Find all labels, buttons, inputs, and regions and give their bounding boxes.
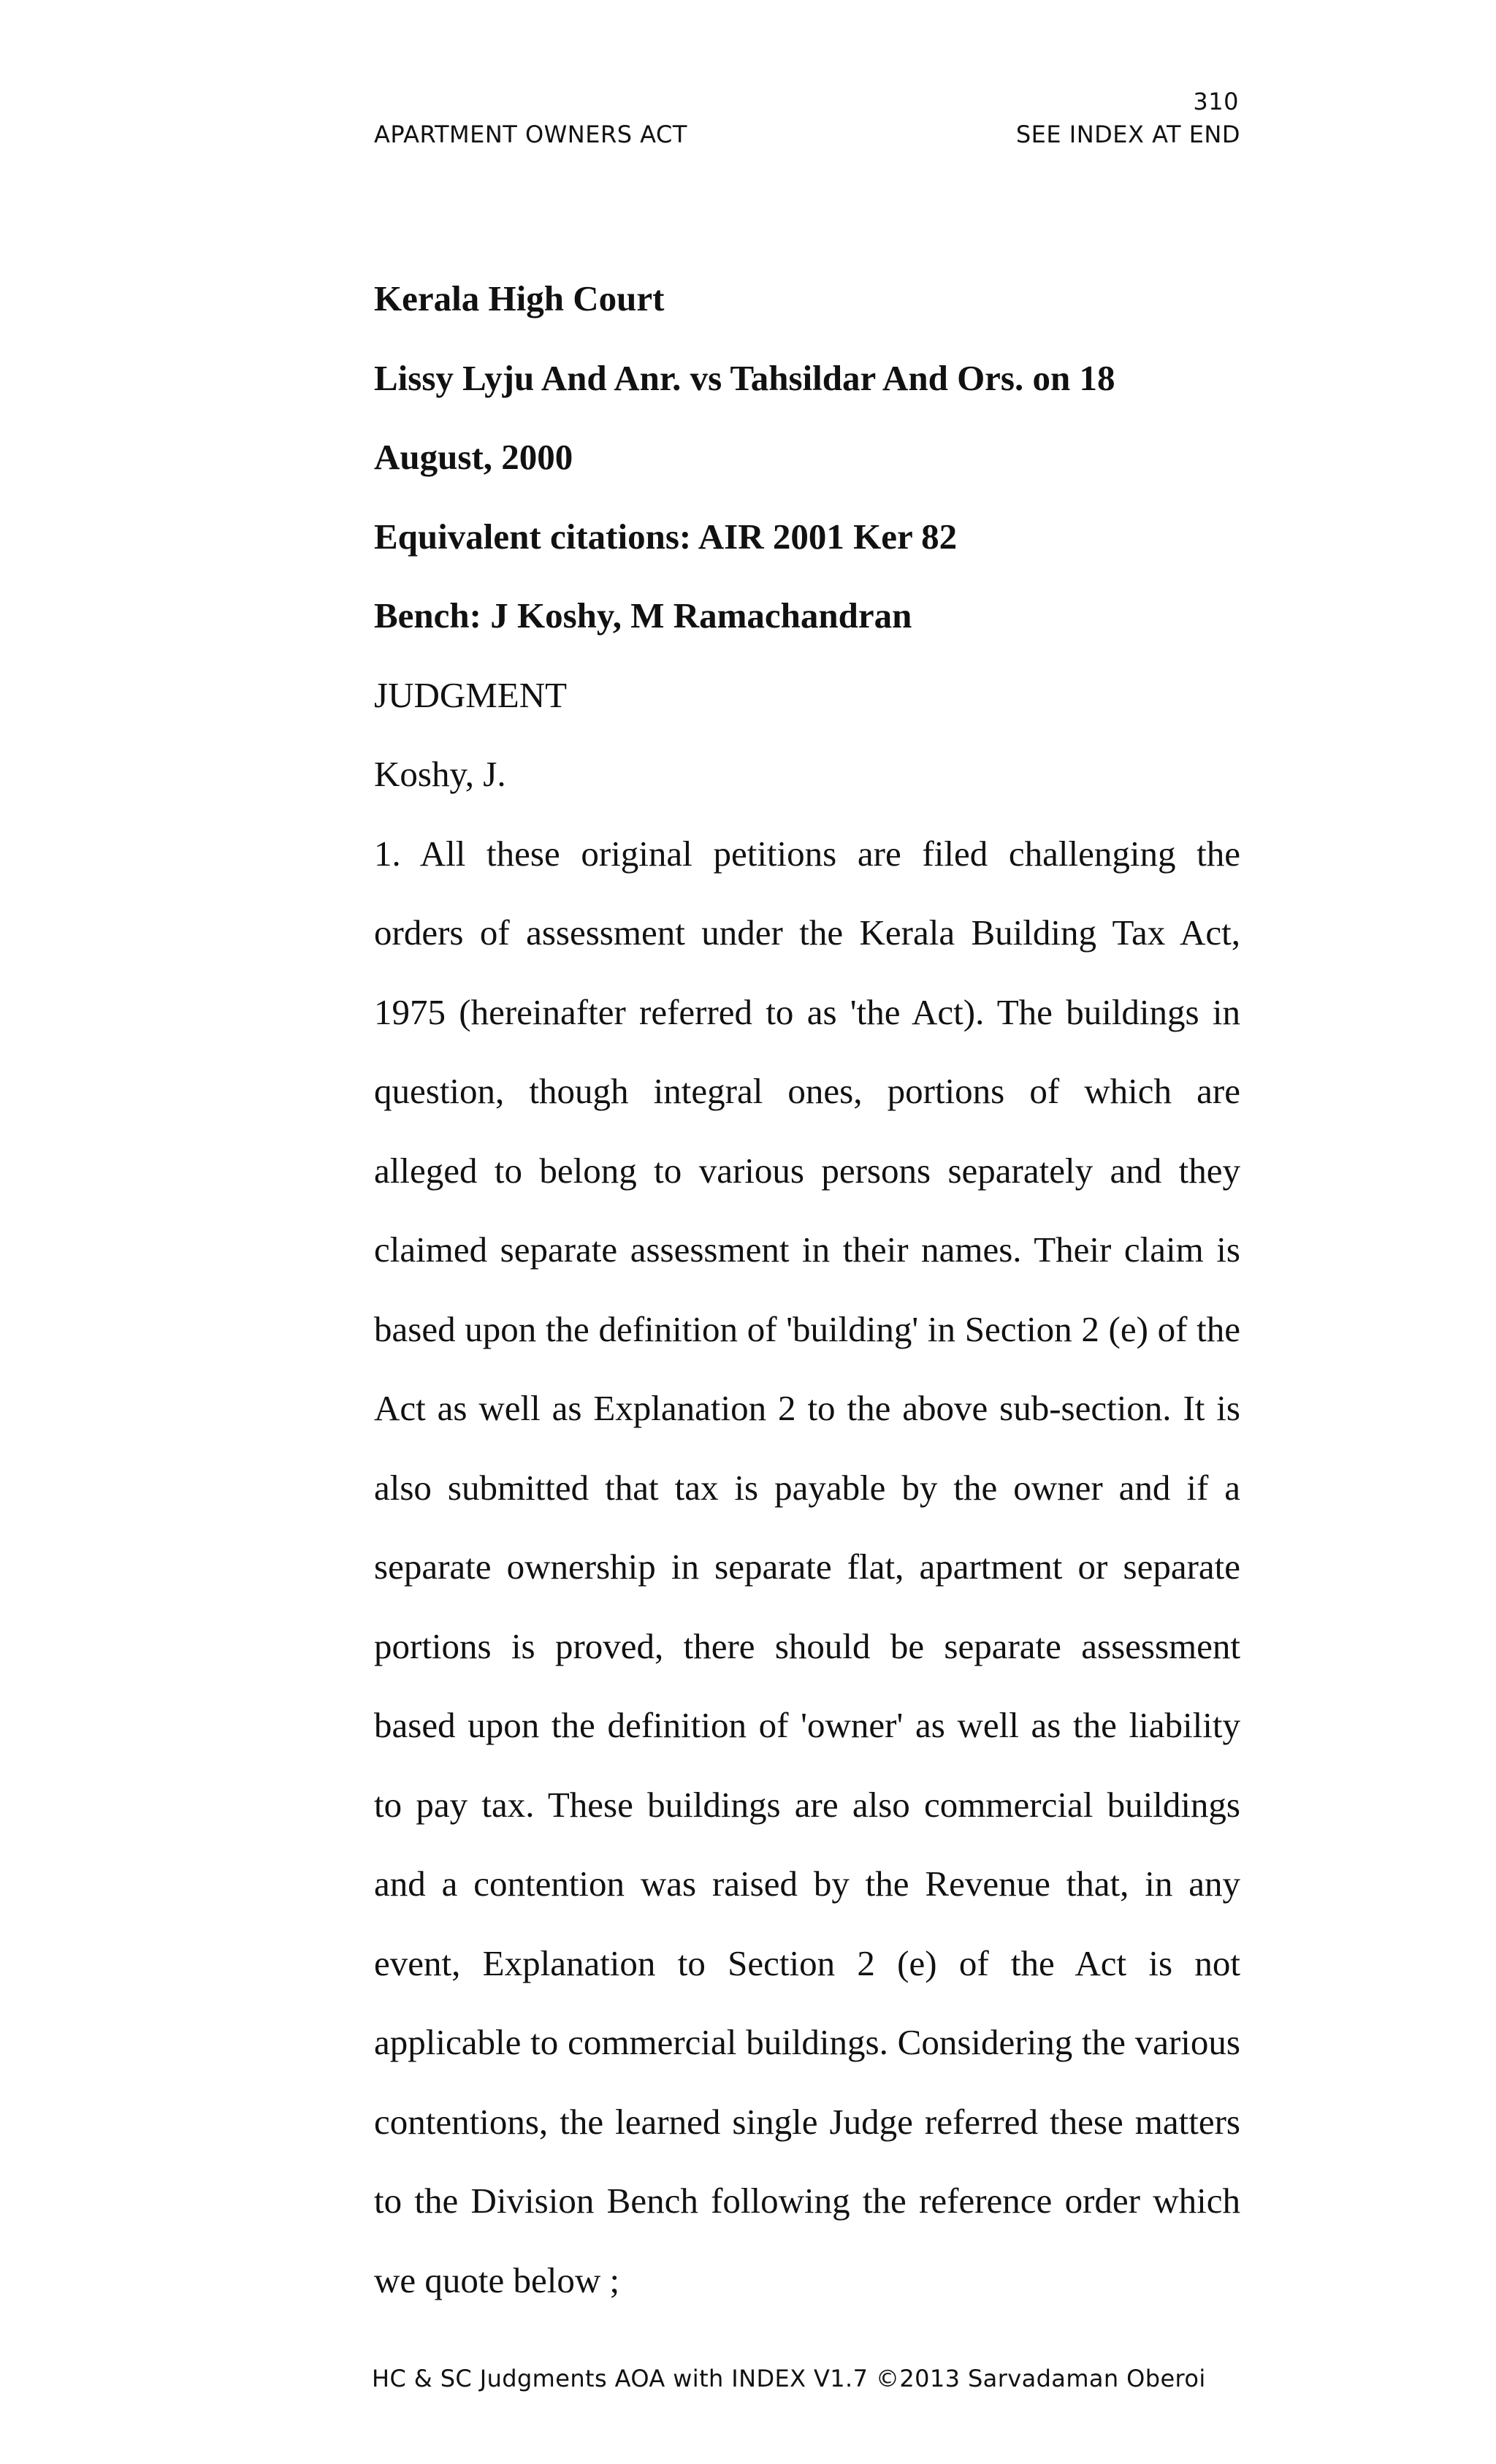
court-name: Kerala High Court	[374, 278, 665, 319]
page-number: 310	[1193, 88, 1239, 115]
running-header-left: APARTMENT OWNERS ACT	[374, 121, 687, 148]
equivalent-citations: Equivalent citations: AIR 2001 Ker 82	[374, 516, 958, 557]
page-footer: HC & SC Judgments AOA with INDEX V1.7 ©2013 Sarvadaman Oberoi	[372, 2365, 1206, 2392]
case-title: Lissy Lyju And Anr. vs Tahsildar And Ors. on 18 August, 2000	[374, 357, 1115, 477]
bench: Bench: J Koshy, M Ramachandran	[374, 595, 912, 636]
judgment-label: JUDGMENT	[374, 674, 568, 715]
running-header-right: SEE INDEX AT END	[1015, 121, 1240, 148]
running-header	[374, 121, 1240, 148]
judgment-content	[374, 259, 1240, 2320]
judgment-author: Koshy, J.	[374, 754, 506, 794]
paragraph-1: 1. All these original petitions are filed challenging the orders of assessment under the Kerala Building Tax Act, 1975 (hereinafter referred to as 'the Act). The buildings in question, though integral ones, portions of which are alleged to belong to various persons separately and they claimed separate assessment in their names. Their claim is based upon the definition of 'building' in Section 2 (e) of the Act as well as Explanation 2 to the above sub-section. It is also submitted that tax is payable by the owner and if a separate ownership in separate flat, apartment or separate portions is proved, there should be separate assessment based upon the definition of 'owner' as well as the liability to pay tax. These buildings are also commercial buildings and a contention was raised by the Revenue that, in any event, Explanation to Section 2 (e) of the Act is not applicable to commercial buildings. Considering the various contentions, the learned single Judge referred these matters to the Division Bench following the reference order which we quote below ;	[374, 833, 1240, 2300]
